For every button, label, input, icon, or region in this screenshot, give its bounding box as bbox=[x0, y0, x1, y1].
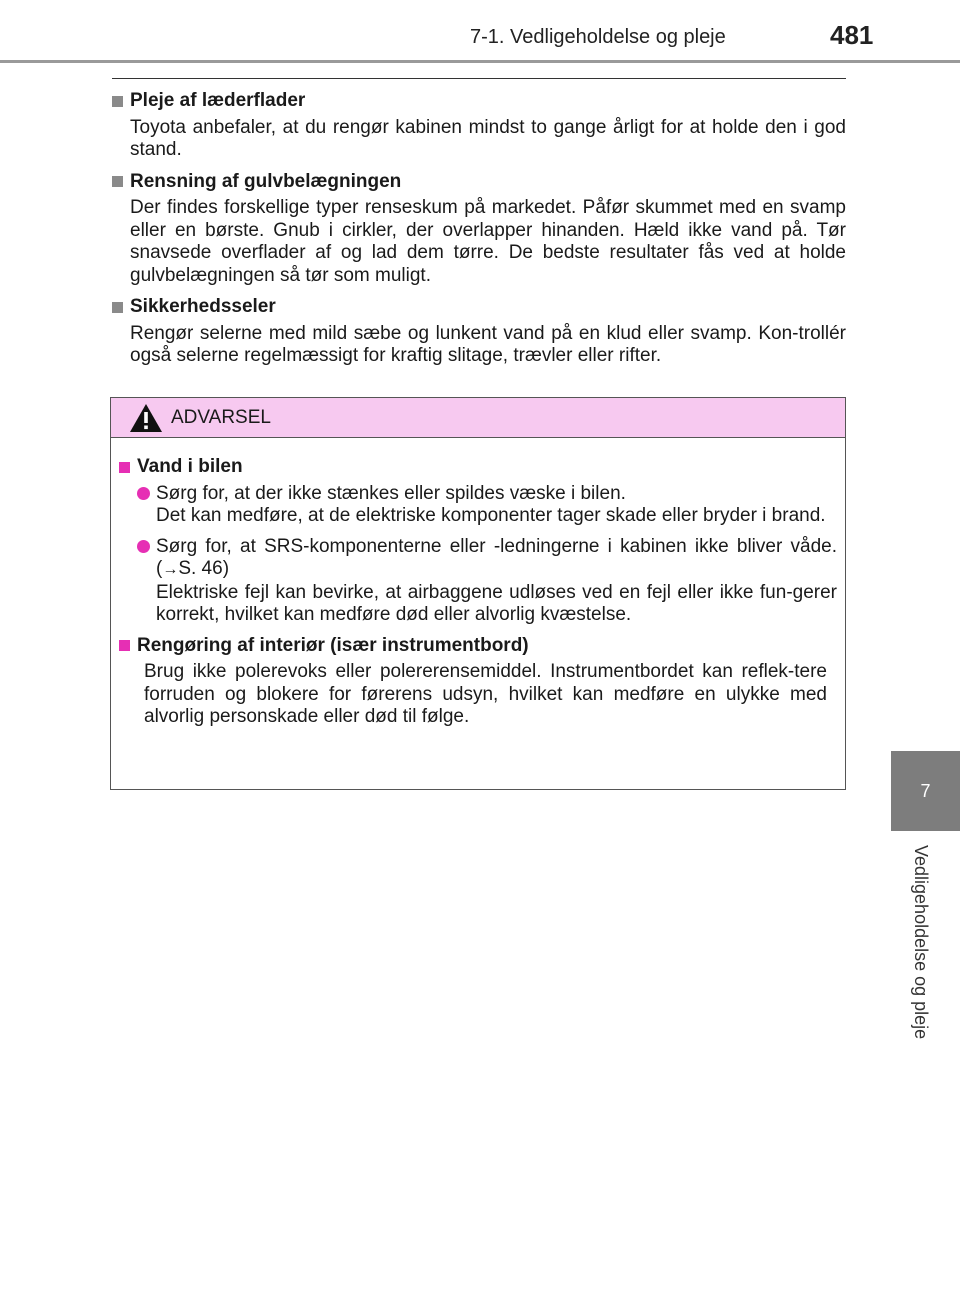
main-content bbox=[112, 90, 846, 377]
bullet-line: Sørg for, at SRS-komponenterne eller -ledningerne i kabinen ikke bliver våde. ( bbox=[156, 535, 837, 579]
bullet-line: Elektriske fejl kan bevirke, at airbaggene udløses ved en fejl eller ikke fun-gerer korrekt, hvilket kan medføre død eller alvorlig kvæstelse. bbox=[156, 581, 837, 625]
warning-bullet bbox=[137, 483, 837, 528]
warning-header bbox=[111, 398, 845, 438]
bullet-line: Sørg for, at der ikke stænkes eller spildes væske i bilen. bbox=[156, 482, 626, 504]
chapter-tab[interactable] bbox=[891, 751, 960, 831]
header-divider bbox=[0, 60, 960, 63]
section-floor-cleaning bbox=[112, 171, 846, 288]
warning-body bbox=[111, 438, 845, 729]
chapter-number: 7 bbox=[920, 780, 931, 801]
section-title: Sikkerhedsseler bbox=[130, 296, 276, 317]
arrow-right-icon: → bbox=[162, 561, 179, 578]
warning-section-water bbox=[119, 456, 837, 627]
warning-section-title: Vand i bilen bbox=[137, 456, 243, 477]
section-body: Toyota anbefaler, at du rengør kabinen mindst to gange årligt for at holde den i god stand. bbox=[130, 116, 846, 160]
warning-paragraph: Brug ikke polerevoks eller polererensemiddel. Instrumentbordet kan reflek-tere forruden og blokere for førerens udsyn, hvilket kan medføre en ulykke med alvorlig personskade eller død til følge. bbox=[144, 661, 827, 727]
section-title: Pleje af læderflader bbox=[130, 90, 306, 111]
section-seatbelts bbox=[112, 296, 846, 368]
bullet-dot-icon bbox=[137, 487, 150, 500]
page-number: 481 bbox=[830, 20, 874, 50]
section-title: Rensning af gulvbelægningen bbox=[130, 170, 402, 192]
warning-square-icon bbox=[119, 640, 130, 651]
section-square-icon bbox=[112, 96, 123, 107]
chapter-label: Vedligeholdelse og pleje bbox=[911, 845, 931, 1040]
page-reference-link[interactable]: S. 46) bbox=[178, 558, 230, 579]
warning-square-icon bbox=[119, 462, 130, 473]
warning-bullet bbox=[137, 536, 837, 627]
section-square-icon bbox=[112, 176, 123, 187]
bullet-dot-icon bbox=[137, 540, 150, 553]
warning-triangle-icon bbox=[129, 403, 163, 433]
header-section-title: 7-1. Vedligeholdelse og pleje bbox=[470, 26, 726, 48]
warning-section-interior bbox=[119, 635, 837, 729]
warning-title: ADVARSEL bbox=[171, 406, 271, 428]
section-body: Rengør selerne med mild sæbe og lunkent vand på en klud eller svamp. Kon-trollér også selerne regelmæssigt for kraftig slitage, trævler eller rifter. bbox=[130, 322, 846, 366]
warning-section-title: Rengøring af interiør (især instrumentbord) bbox=[137, 634, 529, 656]
section-square-icon bbox=[112, 302, 123, 313]
bullet-line: Det kan medføre, at de elektriske komponenter tager skade eller bryder i brand. bbox=[156, 505, 826, 526]
content-divider bbox=[112, 78, 846, 79]
section-body: Der findes forskellige typer renseskum på markedet. Påfør skummet med en svamp eller en børste. Gnub i cirkler, der overlapper hinanden. Hæld ikke vand på. Tør snavsede overflader af og lad dem tørre. De bedste resultater fås ved at holde gulvbelægningen så tør som muligt. bbox=[130, 197, 846, 286]
section-leather-care bbox=[112, 90, 846, 162]
warning-box bbox=[110, 397, 846, 790]
